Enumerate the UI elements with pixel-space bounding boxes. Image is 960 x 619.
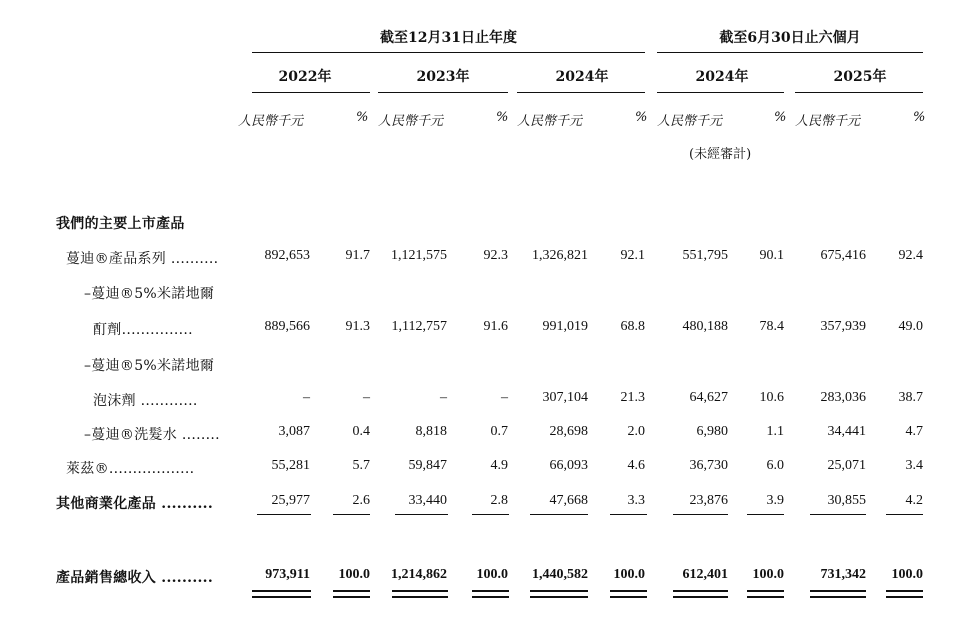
value-cell: 25,977 [271, 493, 310, 508]
value-cell: 30,855 [827, 493, 866, 508]
subtotal-rule [610, 514, 647, 515]
value-cell: 1.1 [766, 424, 784, 439]
value-cell: 90.1 [759, 248, 784, 263]
value-cell: 4.2 [905, 493, 923, 508]
year-rule [795, 92, 923, 93]
total-double-rule [472, 596, 509, 598]
year-rule [657, 92, 784, 93]
value-cell: 357,939 [820, 319, 866, 334]
total-double-rule [333, 596, 370, 598]
value-cell: 991,019 [542, 319, 588, 334]
total-double-rule [252, 590, 311, 592]
total-double-rule [886, 596, 923, 598]
total-cell: 100.0 [752, 567, 784, 582]
value-cell: 66,093 [549, 458, 588, 473]
row-label: 其他商業化產品 .......... [56, 496, 214, 512]
value-cell: 0.7 [490, 424, 508, 439]
value-cell: 1,326,821 [532, 248, 588, 263]
value-cell: 21.3 [620, 390, 645, 405]
year-header: 2022年 [278, 69, 332, 85]
six-month-header-rule [657, 52, 923, 53]
value-cell: 5.7 [352, 458, 370, 473]
year-header: 2024年 [555, 69, 609, 85]
value-cell: 2.0 [627, 424, 645, 439]
annual-header-rule [252, 52, 645, 53]
value-cell: 92.1 [620, 248, 645, 263]
row-label: –蔓迪®5%米諾地爾 [84, 358, 215, 374]
subtotal-rule [810, 514, 866, 515]
total-double-rule [333, 590, 370, 592]
subtotal-rule [333, 514, 370, 515]
value-cell: 3.9 [766, 493, 784, 508]
total-double-rule [392, 596, 448, 598]
value-cell: 283,036 [820, 390, 866, 405]
unit-percent: % [635, 110, 648, 125]
value-cell: 10.6 [759, 390, 784, 405]
value-cell: 92.3 [483, 248, 508, 263]
value-cell: 1,121,575 [391, 248, 447, 263]
value-cell: 889,566 [264, 319, 310, 334]
row-label: –蔓迪®5%米諾地爾 [84, 286, 215, 302]
total-double-rule [673, 596, 728, 598]
total-double-rule [472, 590, 509, 592]
total-double-rule [392, 590, 448, 592]
row-label: 蔓迪®產品系列 .......... [66, 251, 219, 267]
value-cell: 47,668 [549, 493, 588, 508]
subtotal-rule [886, 514, 923, 515]
year-header: 2024年 [695, 69, 749, 85]
value-cell: 34,441 [827, 424, 866, 439]
total-double-rule [886, 590, 923, 592]
value-cell: 1,112,757 [391, 319, 447, 334]
total-cell: 1,440,582 [532, 567, 588, 582]
value-cell: 36,730 [689, 458, 728, 473]
value-cell: 78.4 [759, 319, 784, 334]
value-cell: 3,087 [278, 424, 310, 439]
total-double-rule [747, 590, 784, 592]
total-double-rule [810, 596, 866, 598]
unit-currency: 人民幣千元 [795, 114, 861, 129]
value-cell: 28,698 [549, 424, 588, 439]
subtotal-rule [395, 514, 448, 515]
year-rule [378, 92, 508, 93]
value-cell: 6,980 [696, 424, 728, 439]
year-rule [517, 92, 645, 93]
value-cell: 91.3 [345, 319, 370, 334]
unit-currency: 人民幣千元 [517, 114, 583, 129]
subtotal-rule [257, 514, 311, 515]
six-month-period-header: 截至6月30日止六個月 [719, 30, 861, 46]
total-cell: 731,342 [820, 567, 866, 582]
total-cell: 100.0 [338, 567, 370, 582]
value-cell: 307,104 [542, 390, 588, 405]
total-cell: 100.0 [891, 567, 923, 582]
value-cell: 4.7 [905, 424, 923, 439]
total-double-rule [673, 590, 728, 592]
year-rule [252, 92, 370, 93]
value-cell: 92.4 [898, 248, 923, 263]
value-cell: 551,795 [682, 248, 728, 263]
value-cell: 91.7 [345, 248, 370, 263]
value-cell: 23,876 [689, 493, 728, 508]
year-header: 2025年 [833, 69, 887, 85]
value-cell: 3.4 [905, 458, 923, 473]
value-cell: 38.7 [898, 390, 923, 405]
unit-currency: 人民幣千元 [657, 114, 723, 129]
total-double-rule [252, 596, 311, 598]
value-cell: 91.6 [483, 319, 508, 334]
total-double-rule [530, 590, 588, 592]
value-cell: – [363, 390, 370, 405]
total-double-rule [530, 596, 588, 598]
value-cell: – [501, 390, 508, 405]
value-cell: 0.4 [352, 424, 370, 439]
row-label: 產品銷售總收入 .......... [56, 570, 214, 586]
value-cell: 6.0 [766, 458, 784, 473]
row-label: 泡沫劑 ............ [93, 393, 198, 409]
total-double-rule [610, 590, 647, 592]
annual-period-header: 截至12月31日止年度 [380, 30, 517, 46]
year-header: 2023年 [416, 69, 470, 85]
row-label: –蔓迪®洗髮水 ........ [84, 427, 220, 443]
value-cell: 480,188 [682, 319, 728, 334]
total-cell: 973,911 [265, 567, 310, 582]
subtotal-rule [673, 514, 728, 515]
total-double-rule [810, 590, 866, 592]
value-cell: 49.0 [898, 319, 923, 334]
value-cell: 2.6 [352, 493, 370, 508]
value-cell: – [303, 390, 310, 405]
value-cell: 2.8 [490, 493, 508, 508]
total-cell: 612,401 [682, 567, 728, 582]
value-cell: 4.9 [490, 458, 508, 473]
value-cell: – [440, 390, 447, 405]
row-label: 酊劑............... [93, 322, 193, 338]
row-label: 萊茲®.................. [66, 461, 195, 477]
total-double-rule [747, 596, 784, 598]
value-cell: 8,818 [415, 424, 447, 439]
value-cell: 4.6 [627, 458, 645, 473]
value-cell: 68.8 [620, 319, 645, 334]
subtotal-rule [747, 514, 784, 515]
value-cell: 33,440 [408, 493, 447, 508]
value-cell: 25,071 [827, 458, 866, 473]
unit-percent: % [356, 110, 369, 125]
value-cell: 675,416 [820, 248, 866, 263]
unit-currency: 人民幣千元 [238, 114, 304, 129]
total-cell: 100.0 [476, 567, 508, 582]
value-cell: 59,847 [408, 458, 447, 473]
value-cell: 3.3 [627, 493, 645, 508]
unit-percent: % [913, 110, 926, 125]
value-cell: 64,627 [689, 390, 728, 405]
unit-percent: % [774, 110, 787, 125]
total-double-rule [610, 596, 647, 598]
unit-currency: 人民幣千元 [378, 114, 444, 129]
unit-percent: % [496, 110, 509, 125]
value-cell: 892,653 [264, 248, 310, 263]
subtotal-rule [472, 514, 509, 515]
unaudited-note: (未經審計) [689, 147, 752, 162]
subtotal-rule [530, 514, 588, 515]
total-cell: 1,214,862 [391, 567, 447, 582]
total-cell: 100.0 [613, 567, 645, 582]
value-cell: 55,281 [271, 458, 310, 473]
section-title: 我們的主要上市產品 [56, 216, 185, 232]
